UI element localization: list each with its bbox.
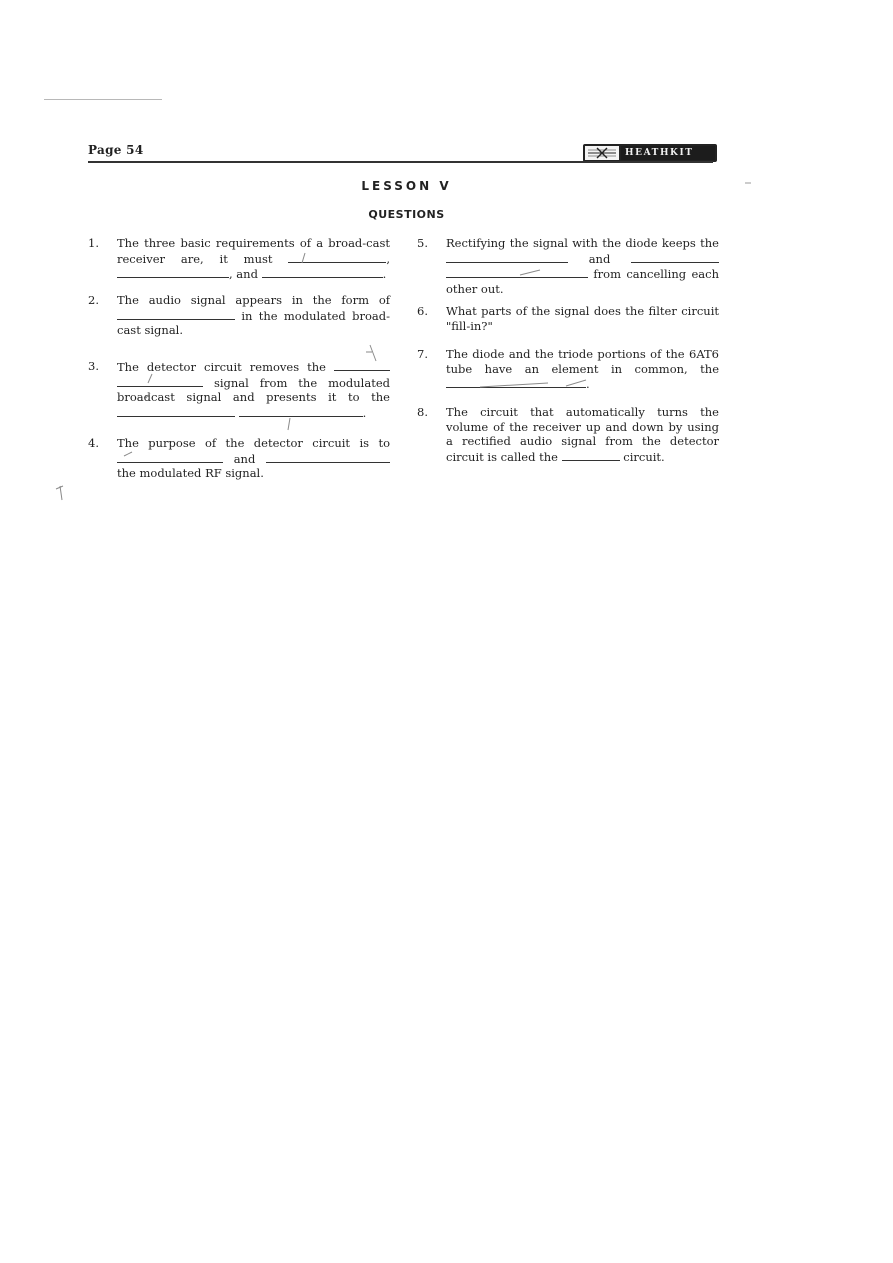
question-text: What parts of the signal does the filter circuit "fill-in?" bbox=[446, 304, 719, 333]
question-number: 4. bbox=[88, 436, 99, 450]
question-7: 7. The diode and the triode portions of the 6AT6 tube have an element in common, the . bbox=[417, 347, 719, 392]
question-number: 2. bbox=[88, 293, 99, 307]
question-1: 1. The three basic requirements of a broad-cast receiver are, it must , , and . bbox=[88, 236, 390, 282]
question-number: 3. bbox=[88, 359, 99, 373]
question-3: 3. The detector circuit removes the signal from the modulated broadcast signal and presents it to the . bbox=[88, 359, 391, 420]
question-2: 2. The audio signal appears in the form of in the modulated broad-cast signal. bbox=[88, 293, 390, 338]
question-8: 8. The circuit that automatically turns the volume of the receiver up and down by using a rectified audio signal from the detector circuit is called the circuit. bbox=[417, 405, 719, 464]
question-text: The purpose of the detector circuit is to bbox=[117, 436, 390, 450]
question-text: The audio signal appears in the form of bbox=[117, 293, 390, 307]
question-text: The three basic requirements of a broad-cast receiver are, it must bbox=[117, 236, 390, 266]
question-4: 4. The purpose of the detector circuit is to and the modulated RF signal. bbox=[88, 436, 390, 481]
question-text: The diode and the triode portions of the 6AT6 tube have an element in common, the bbox=[446, 347, 719, 376]
lesson-title: LESSON V bbox=[361, 179, 452, 193]
question-text: The detector circuit removes the bbox=[117, 360, 326, 374]
question-text: The circuit that automatically turns the volume of the receiver up and down by using a rectified audio signal from the detector circuit is called the bbox=[446, 405, 719, 464]
question-number: 7. bbox=[417, 347, 428, 361]
question-5: 5. Rectifying the signal with the diode keeps the and from cancelling each other out. bbox=[417, 236, 720, 296]
logo-text: HEATHKIT bbox=[625, 148, 694, 158]
question-text: Rectifying the signal with the diode keeps the bbox=[446, 236, 719, 250]
question-number: 1. bbox=[88, 236, 99, 250]
question-number: 6. bbox=[417, 304, 428, 318]
question-number: 5. bbox=[417, 236, 428, 250]
questions-title: QUESTIONS bbox=[368, 208, 445, 221]
question-number: 8. bbox=[417, 405, 428, 419]
page-number: Page 54 bbox=[88, 143, 144, 157]
